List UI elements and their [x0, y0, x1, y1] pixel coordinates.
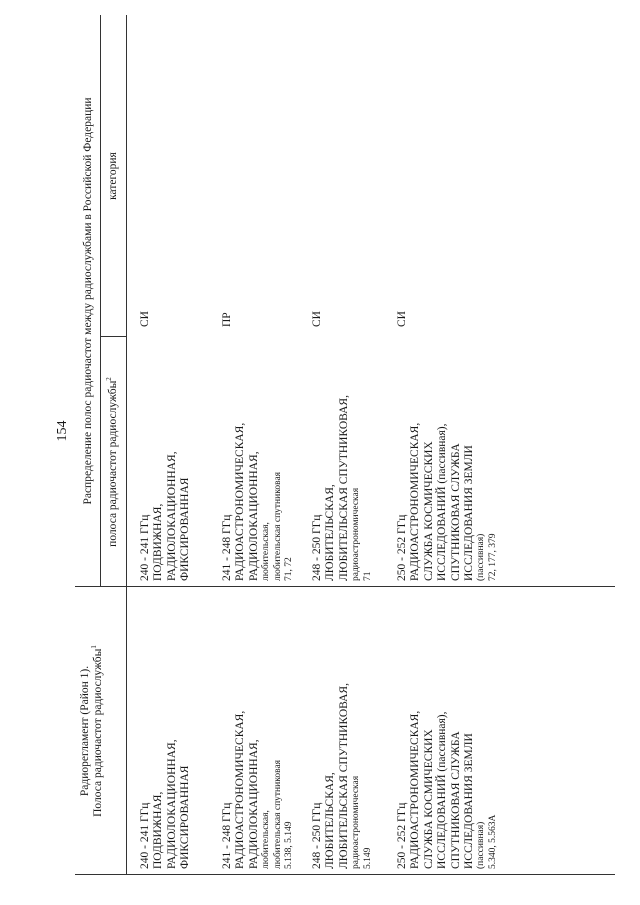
band-range: 241 - 248 ГГц [221, 802, 233, 869]
band-range: 241 - 248 ГГц [221, 514, 233, 581]
rf-cell [396, 341, 500, 581]
rf-cell [311, 341, 374, 581]
band-range: 248 - 250 ГГц [311, 514, 323, 581]
header-band-column: полоса радиочастот радиослужбы$^2$ [105, 377, 119, 547]
primary-service: РАДИОАСТРОНОМИЧЕСКАЯ, [234, 422, 247, 581]
primary-service: РАДИОАСТРОНОМИЧЕСКАЯ, [409, 710, 422, 869]
header-divider-bottom [126, 15, 127, 875]
band-range: 248 - 250 ГГц [311, 802, 323, 869]
primary-service: ИССЛЕДОВАНИЙ (пассивная), [436, 423, 449, 581]
primary-service: РАДИОАСТРОНОМИЧЕСКАЯ, [234, 710, 247, 869]
primary-service: СПУТНИКОВАЯ СЛУЖБА [449, 443, 462, 581]
primary-service: ИССЛЕДОВАНИЯ ЗЕМЛИ [463, 445, 476, 581]
primary-service: ЛЮБИТЕЛЬСКАЯ, [324, 484, 337, 581]
category-value: ПР [221, 312, 233, 327]
primary-service: РАДИОЛОКАЦИОННАЯ, [165, 739, 178, 869]
column-divider-main [75, 586, 615, 587]
rr-cell [221, 591, 296, 869]
footnote-mark-1: 1 [90, 645, 99, 649]
footnote-refs: 72, 177, 379 [488, 533, 499, 581]
category-value: СИ [139, 311, 151, 327]
secondary-service: любительская, [261, 522, 272, 581]
band-range: 250 - 252 ГГц [396, 514, 408, 581]
primary-service: ПОДВИЖНАЯ, [152, 503, 165, 581]
header-category-column: категория [107, 152, 119, 200]
rr-cell [396, 591, 500, 869]
header-divider-top [100, 15, 101, 587]
footnote-refs: 5.138, 5.149 [284, 821, 295, 869]
footnote-refs: 71 [362, 571, 373, 581]
header-right-title: Распределение полос радиочастот между радиослужбами в Российской Федерации [82, 97, 94, 505]
secondary-service: (пассивная) [476, 821, 487, 869]
category-value: СИ [311, 311, 323, 327]
secondary-service: радиоастрономическая [351, 487, 362, 581]
primary-service: СЛУЖБА КОСМИЧЕСКИХ [422, 441, 435, 581]
primary-service: РАДИОЛОКАЦИОННАЯ, [247, 451, 260, 581]
primary-service: ФИКСИРОВАННАЯ [179, 477, 192, 581]
footnote-refs: 5.149 [362, 847, 373, 869]
primary-service: ФИКСИРОВАННАЯ [179, 765, 192, 869]
footnote-refs: 71, 72 [284, 557, 295, 581]
rr-cell [139, 591, 193, 869]
page-number: 154 [55, 420, 70, 442]
rf-cell [139, 341, 193, 581]
band-range: 250 - 252 ГГц [396, 802, 408, 869]
header-left-title: Радиорегламент (Район 1). [79, 665, 91, 797]
footnote-mark-2: 2 [105, 377, 114, 381]
allocation-table [75, 15, 635, 875]
secondary-service: любительская спутниковая [272, 471, 283, 581]
header-left [79, 587, 106, 875]
primary-service: ЛЮБИТЕЛЬСКАЯ СПУТНИКОВАЯ, [337, 683, 350, 869]
primary-service: ИССЛЕДОВАНИЯ ЗЕМЛИ [463, 733, 476, 869]
primary-service: СПУТНИКОВАЯ СЛУЖБА [449, 731, 462, 869]
secondary-service: радиоастрономическая [351, 775, 362, 869]
category-value: СИ [396, 311, 408, 327]
footnote-refs: 5.340, 5.563А [488, 814, 499, 869]
rr-cell [311, 591, 374, 869]
rf-cell [221, 341, 296, 581]
header-left-subtitle: Полоса радиочастот радиослужбы$^1$ [90, 645, 105, 817]
primary-service: ЛЮБИТЕЛЬСКАЯ, [324, 772, 337, 869]
primary-service: РАДИОЛОКАЦИОННАЯ, [165, 451, 178, 581]
band-range: 240 - 241 ГГц [139, 514, 151, 581]
primary-service: ИССЛЕДОВАНИЙ (пассивная), [436, 711, 449, 869]
band-range: 240 - 241 ГГц [139, 802, 151, 869]
primary-service: СЛУЖБА КОСМИЧЕСКИХ [422, 729, 435, 869]
primary-service: ЛЮБИТЕЛЬСКАЯ СПУТНИКОВАЯ, [337, 395, 350, 581]
primary-service: РАДИОЛОКАЦИОННАЯ, [247, 739, 260, 869]
primary-service: РАДИОАСТРОНОМИЧЕСКАЯ, [409, 422, 422, 581]
table-left-border [75, 874, 615, 875]
secondary-service: (пассивная) [476, 533, 487, 581]
primary-service: ПОДВИЖНАЯ, [152, 791, 165, 869]
secondary-service: любительская, [261, 810, 272, 869]
secondary-service: любительская спутниковая [272, 759, 283, 869]
